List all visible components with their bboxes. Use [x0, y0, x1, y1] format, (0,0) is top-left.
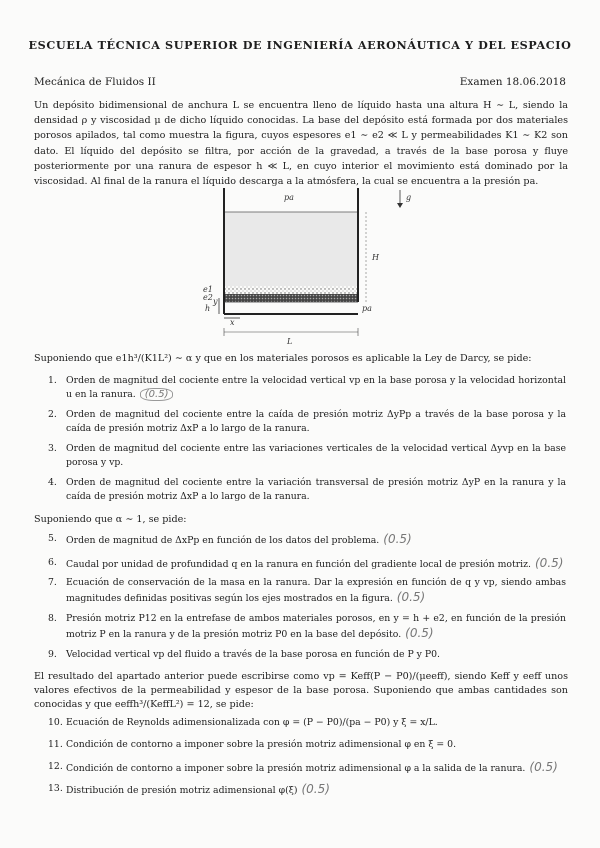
- question-text: Velocidad vertical vp del fluido a través de la base porosa en función de P y P0.: [66, 649, 440, 660]
- score-note: (0.5): [396, 590, 426, 605]
- question-item: [34, 612, 568, 642]
- score-note: (0.5): [535, 556, 564, 570]
- label-h: h: [205, 304, 211, 313]
- question-item: [34, 648, 568, 664]
- tank-figure: [0, 180, 600, 350]
- question-item: [34, 738, 568, 754]
- porous-layer-2: [225, 294, 357, 302]
- label-g: g: [406, 193, 412, 202]
- question-item: [34, 576, 568, 606]
- label-pa-right: pa: [362, 304, 372, 313]
- label-y: y: [213, 297, 218, 306]
- porous-layer-1: [225, 286, 357, 294]
- question-text: Orden de magnitud del cociente entre la variación transversal de presión motriz ΔyP en la ranura y la caída de presión motriz ΔxP a lo largo de la ranura.: [66, 477, 566, 503]
- question-number: 1.: [48, 375, 57, 386]
- question-text: Caudal por unidad de profundidad q en la ranura en función del gradiente local de presión motriz.: [66, 559, 531, 570]
- question-number: 13.: [48, 783, 63, 794]
- question-text: Ecuación de conservación de la masa en la ranura. Dar la expresión en función de q y vp, siendo ambas magnitudes definidas positivas según los ejes mostrados en la figura.: [66, 577, 566, 605]
- question-text: Ecuación de Reynolds adimensionalizada con φ = (P − P0)/(pa − P0) y ξ = x/L.: [66, 717, 438, 728]
- question-item: [34, 716, 568, 732]
- question-item: [34, 476, 568, 506]
- question-number: 3.: [48, 443, 57, 454]
- problem-statement: Un depósito bidimensional de anchura L se encuentra lleno de líquido hasta una altura H ∼ L, siendo la densidad ρ y viscosidad μ de dicho líquido conocidas. La base del depósito está formada por dos materiales porosos apilados, tal como muestra la figura, cuyos espesores e1 ∼ e2 ≪ L y permeabilidades K1 ∼ K2 son dato. El líquido del depósito se filtra, por acción de la gravedad, a través de la base porosa y fluye posteriormente por una ranura de espesor h ≪ L, en cuyo interior el movimiento está dominado por la viscosidad. Al final de la ranura el líquido descarga a la atmósfera, la cual se encuentra a la presión pa.: [34, 100, 568, 188]
- question-item: [34, 408, 568, 438]
- question-item: [34, 782, 568, 798]
- question-item: [34, 556, 568, 572]
- score-note: (0.5): [529, 760, 558, 774]
- question-number: 12.: [48, 761, 63, 772]
- question-text: Orden de magnitud del cociente entre la velocidad vertical vp en la base porosa y la velocidad horizontal u en la ranura.: [66, 375, 566, 401]
- label-L: L: [287, 337, 293, 346]
- question-item: [34, 760, 568, 776]
- score-note: (0.5): [140, 388, 174, 401]
- question-number: 5.: [48, 533, 57, 544]
- label-H: H: [372, 253, 379, 262]
- question-text: Distribución de presión motriz adimensional φ(ξ): [66, 785, 298, 796]
- result-paragraph: El resultado del apartado anterior puede escribirse como vp = Keff(P − P0)/(μeeff), siendo Keff y eeff unos valores efectivos de la permeabilidad y espesor de la base porosa. Suponiendo que ambas cantidades son conocidas y que eeffh³/(KeffL²) = 12, se pide:: [34, 671, 568, 711]
- question-number: 7.: [48, 577, 57, 588]
- label-e2: e2: [203, 293, 213, 302]
- assumption-alpha: Suponiendo que α ∼ 1, se pide:: [34, 514, 187, 525]
- question-text: Orden de magnitud de ΔxPp en función de los datos del problema.: [66, 535, 380, 546]
- question-number: 11.: [48, 739, 63, 750]
- question-text: Condición de contorno a imponer sobre la presión motriz adimensional φ a la salida de la ranura.: [66, 763, 526, 774]
- question-number: 6.: [48, 557, 57, 568]
- score-note: (0.5): [301, 782, 330, 796]
- question-number: 9.: [48, 649, 57, 660]
- question-item: [34, 532, 568, 548]
- institution-title: ESCUELA TÉCNICA SUPERIOR DE INGENIERÍA AERONÁUTICA Y DEL ESPACIO: [28, 38, 572, 52]
- label-e1: e1: [203, 285, 213, 294]
- assumption-darcy: Suponiendo que e1h³/(K1L²) ∼ α y que en los materiales porosos es aplicable la Ley de Darcy, se pide:: [34, 353, 532, 364]
- subject-name: Mecánica de Fluidos II: [34, 76, 156, 88]
- question-item: [34, 374, 568, 404]
- question-text: Condición de contorno a imponer sobre la presión motriz adimensional φ en ξ = 0.: [66, 739, 457, 750]
- score-note: (0.5): [405, 626, 434, 641]
- score-note: (0.5): [383, 532, 412, 546]
- label-pa-top: pa: [284, 193, 294, 202]
- label-x: x: [230, 318, 235, 327]
- question-number: 8.: [48, 613, 57, 624]
- question-number: 2.: [48, 409, 57, 420]
- question-text: Orden de magnitud del cociente entre la caída de presión motriz ΔyPp a través de la base porosa y la caída de presión motriz ΔxP a lo largo de la ranura.: [66, 409, 566, 435]
- question-text: Presión motriz P12 en la entrefase de ambos materiales porosos, en y = h + e2, en función de la presión motriz P en la ranura y de la presión motriz P0 en la base del depósito.: [66, 613, 566, 641]
- exam-date: Examen 18.06.2018: [459, 76, 566, 88]
- liquid-region: [225, 212, 357, 286]
- question-number: 4.: [48, 477, 57, 488]
- question-number: 10.: [48, 717, 63, 728]
- question-text: Orden de magnitud del cociente entre las variaciones verticales de la velocidad vertical Δyvp en la base porosa y vp.: [66, 443, 566, 469]
- question-item: [34, 442, 568, 472]
